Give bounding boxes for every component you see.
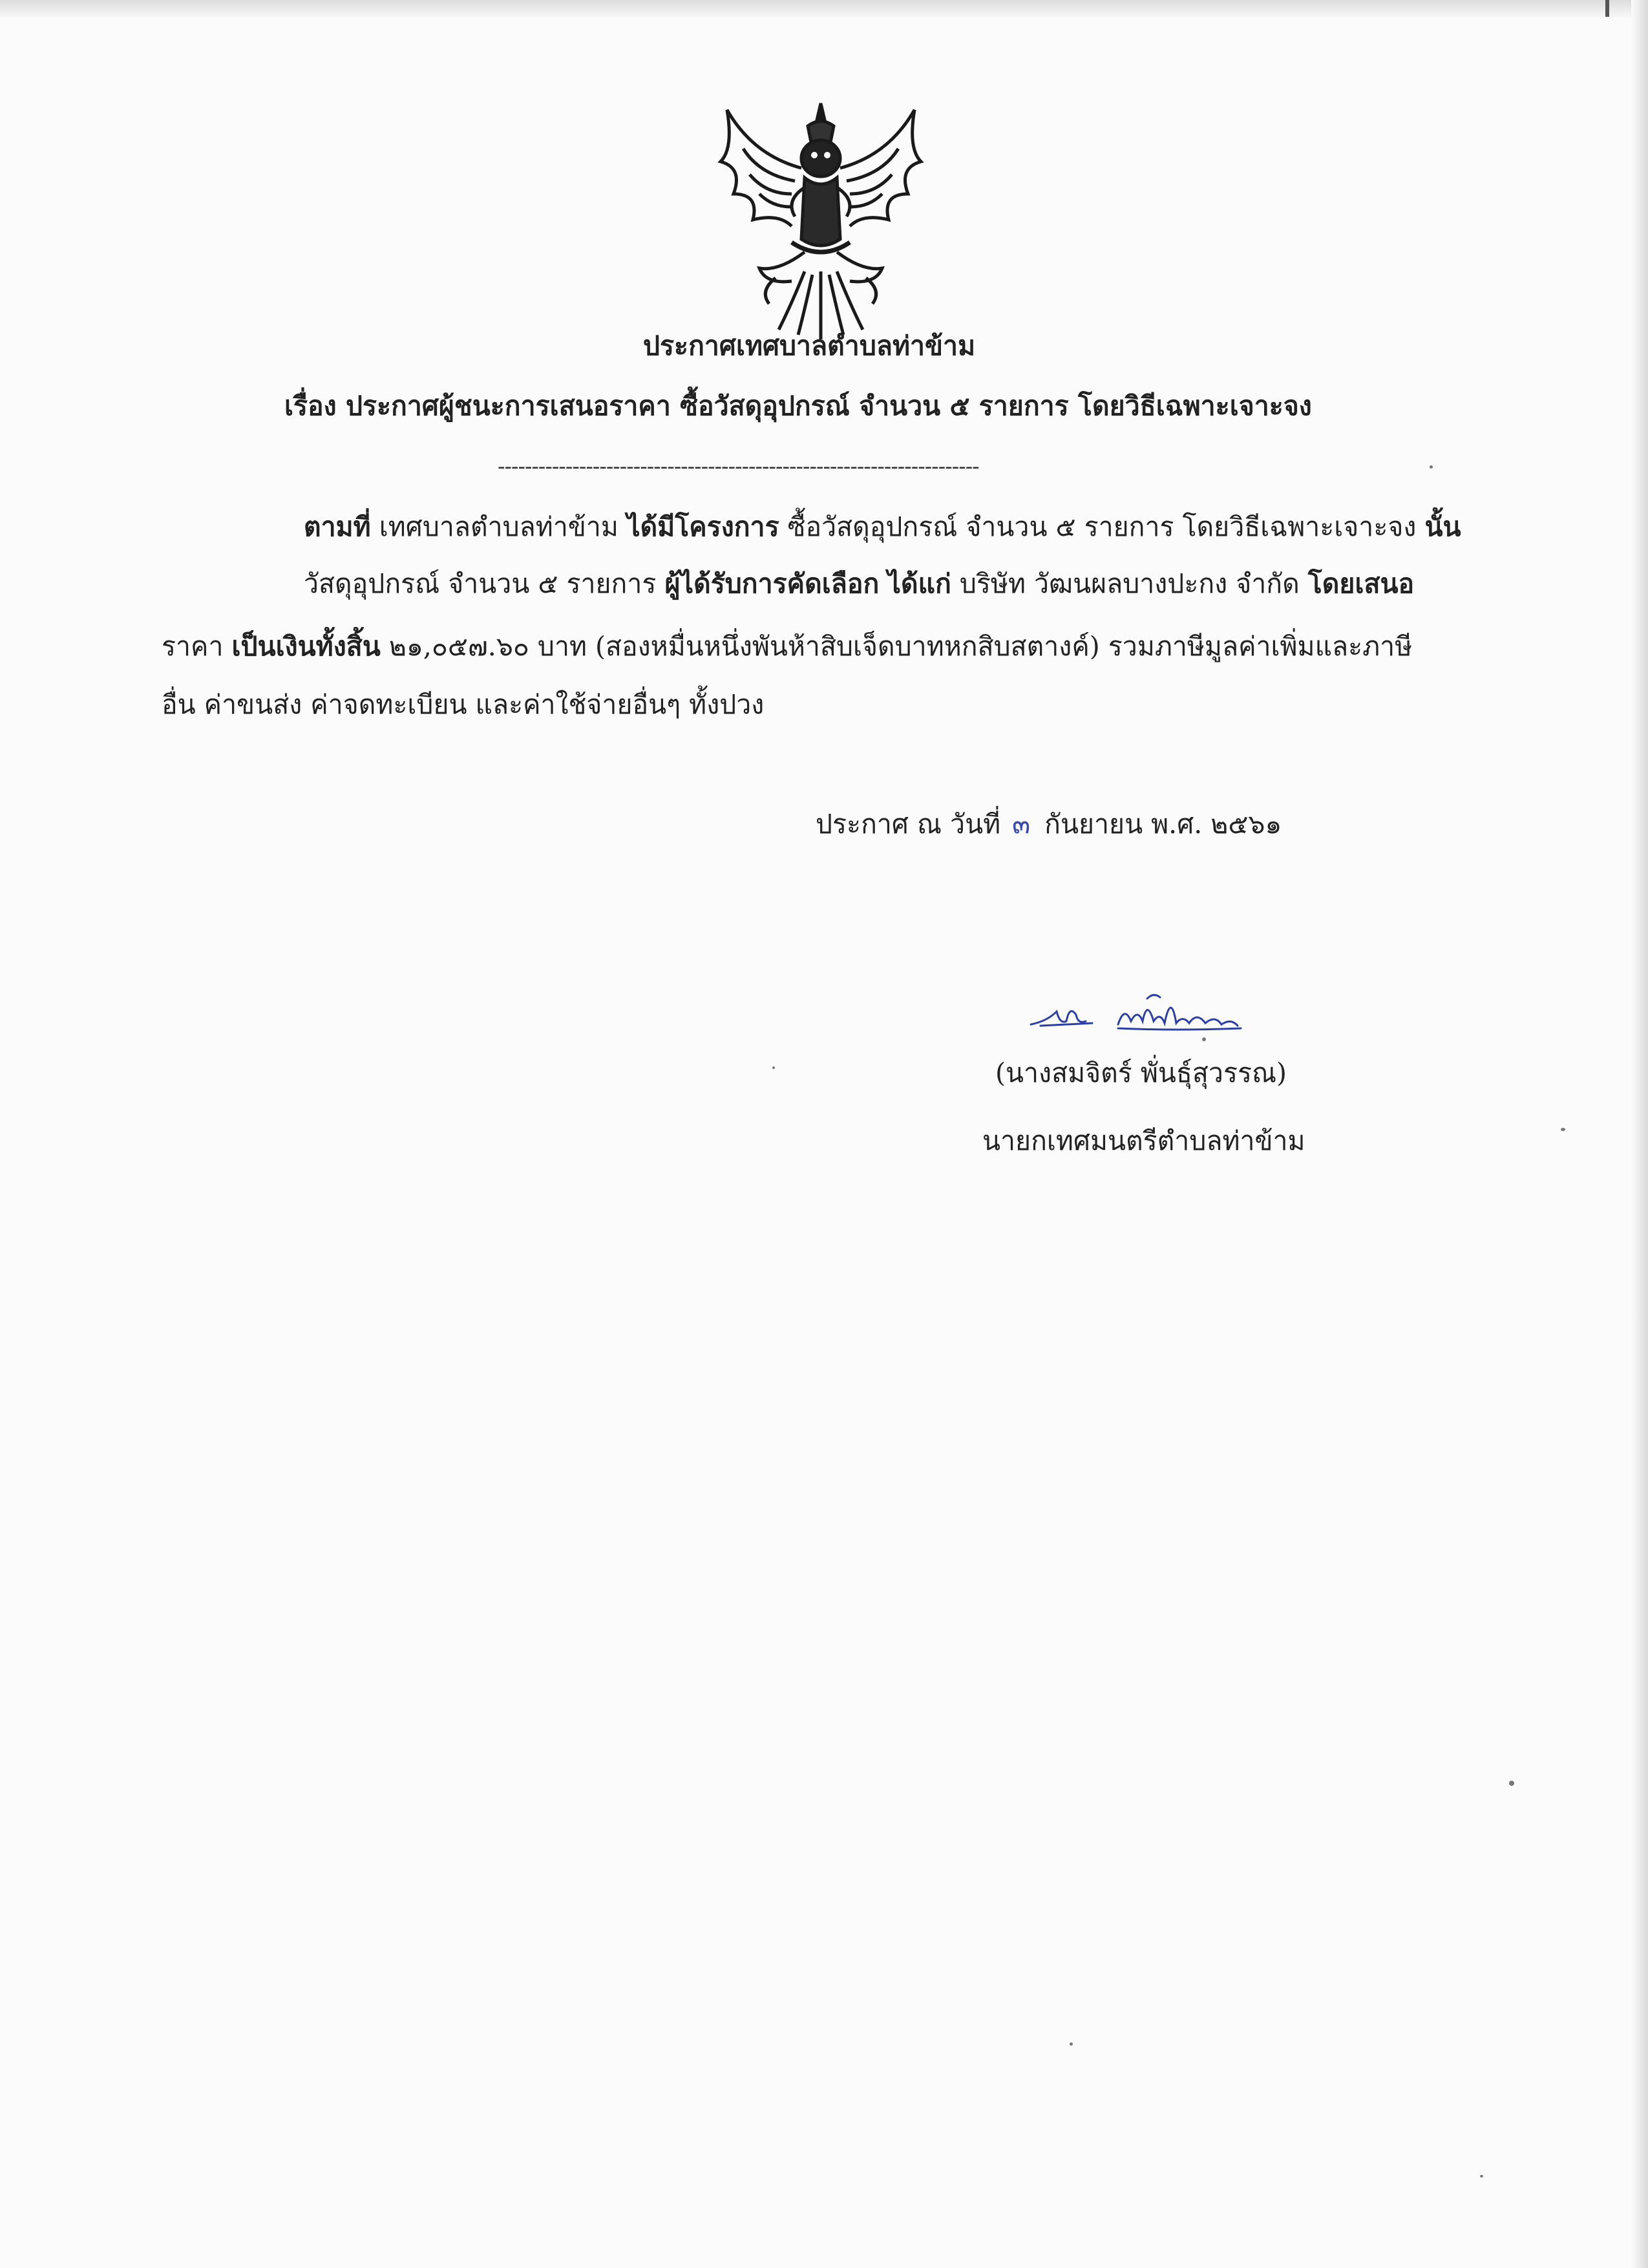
body-line-3-c: ๒๑,๐๕๗.๖๐ บาท (สองหมื่นหนึ่งพันห้าสิบเจ็ดบาทหกสิบสตางค์) รวมภาษีมูลค่าเพิ่มและภาษี (388, 631, 1413, 662)
date-month-year: กันยายน พ.ศ. ๒๕๖๑ (1044, 809, 1282, 840)
signer-name: (นางสมจิตร์ พั่นธุ์สุวรรณ) (995, 1057, 1287, 1088)
subject-text: ประกาศผู้ชนะการเสนอราคา ซื้อวัสดุอุปกรณ์ จำนวน ๕ รายการ โดยวิธีเฉพาะเจาะจง (345, 390, 1312, 421)
body-line-2-b: ผู้ได้รับการคัดเลือก (664, 568, 880, 599)
subject-prefix: เรื่อง (284, 390, 337, 421)
scan-speck (1202, 1037, 1206, 1041)
body-line-1-e: นั้น (1424, 511, 1461, 542)
body-line-3-a: ราคา (162, 631, 224, 662)
body-line-2 (304, 568, 1415, 599)
body-line-2-e: โดยเสนอ (1307, 568, 1415, 599)
body-line-1-c: ได้มีโครงการ (626, 511, 779, 542)
date-day: ๓ (1012, 809, 1031, 840)
scan-mark (1605, 0, 1609, 17)
body-line-4: อื่น ค่าขนส่ง ค่าจดทะเบียน และค่าใช้จ่ายอื่นๆ ทั้งปวง (162, 689, 765, 720)
body-line-1-b: เทศบาลตำบลท่าข้าม (379, 511, 618, 542)
scan-speck (1509, 1781, 1514, 1786)
scan-speck (1561, 1128, 1565, 1131)
body-line-1 (304, 511, 1461, 542)
separator-line: ----------------------------------------------------------------------- (498, 454, 979, 480)
body-line-2-a: วัสดุอุปกรณ์ จำนวน ๕ รายการ (304, 568, 657, 599)
scan-speck (772, 1066, 775, 1069)
body-line-2-d: บริษัท วัฒนผลบางปะกง จำกัด (959, 568, 1300, 599)
scan-edge-right (1631, 0, 1648, 2268)
announcement-title: ประกาศเทศบาลตำบลท่าข้าม (643, 330, 976, 361)
scan-speck (1070, 2042, 1073, 2046)
scan-edge-top (0, 0, 1648, 19)
scan-speck (1430, 465, 1433, 469)
handwritten-signature (1028, 986, 1254, 1044)
garuda-emblem-icon (714, 97, 927, 343)
body-line-2-c: ได้แก่ (887, 568, 951, 599)
date-prefix: ประกาศ ณ วันที่ (816, 809, 1001, 840)
body-line-3-b: เป็นเงินทั้งสิ้น (231, 631, 381, 662)
signer-position: นายกเทศมนตรีตำบลท่าข้าม (982, 1125, 1305, 1156)
announcement-date (816, 811, 1282, 838)
body-line-1-d: ซื้อวัสดุอุปกรณ์ จำนวน ๕ รายการ โดยวิธีเฉพาะเจาะจง (787, 511, 1417, 542)
announcement-subject (284, 390, 1312, 421)
body-line-1-a: ตามที่ (304, 511, 371, 542)
body-line-3 (162, 633, 1412, 660)
scan-speck (1480, 2175, 1483, 2178)
